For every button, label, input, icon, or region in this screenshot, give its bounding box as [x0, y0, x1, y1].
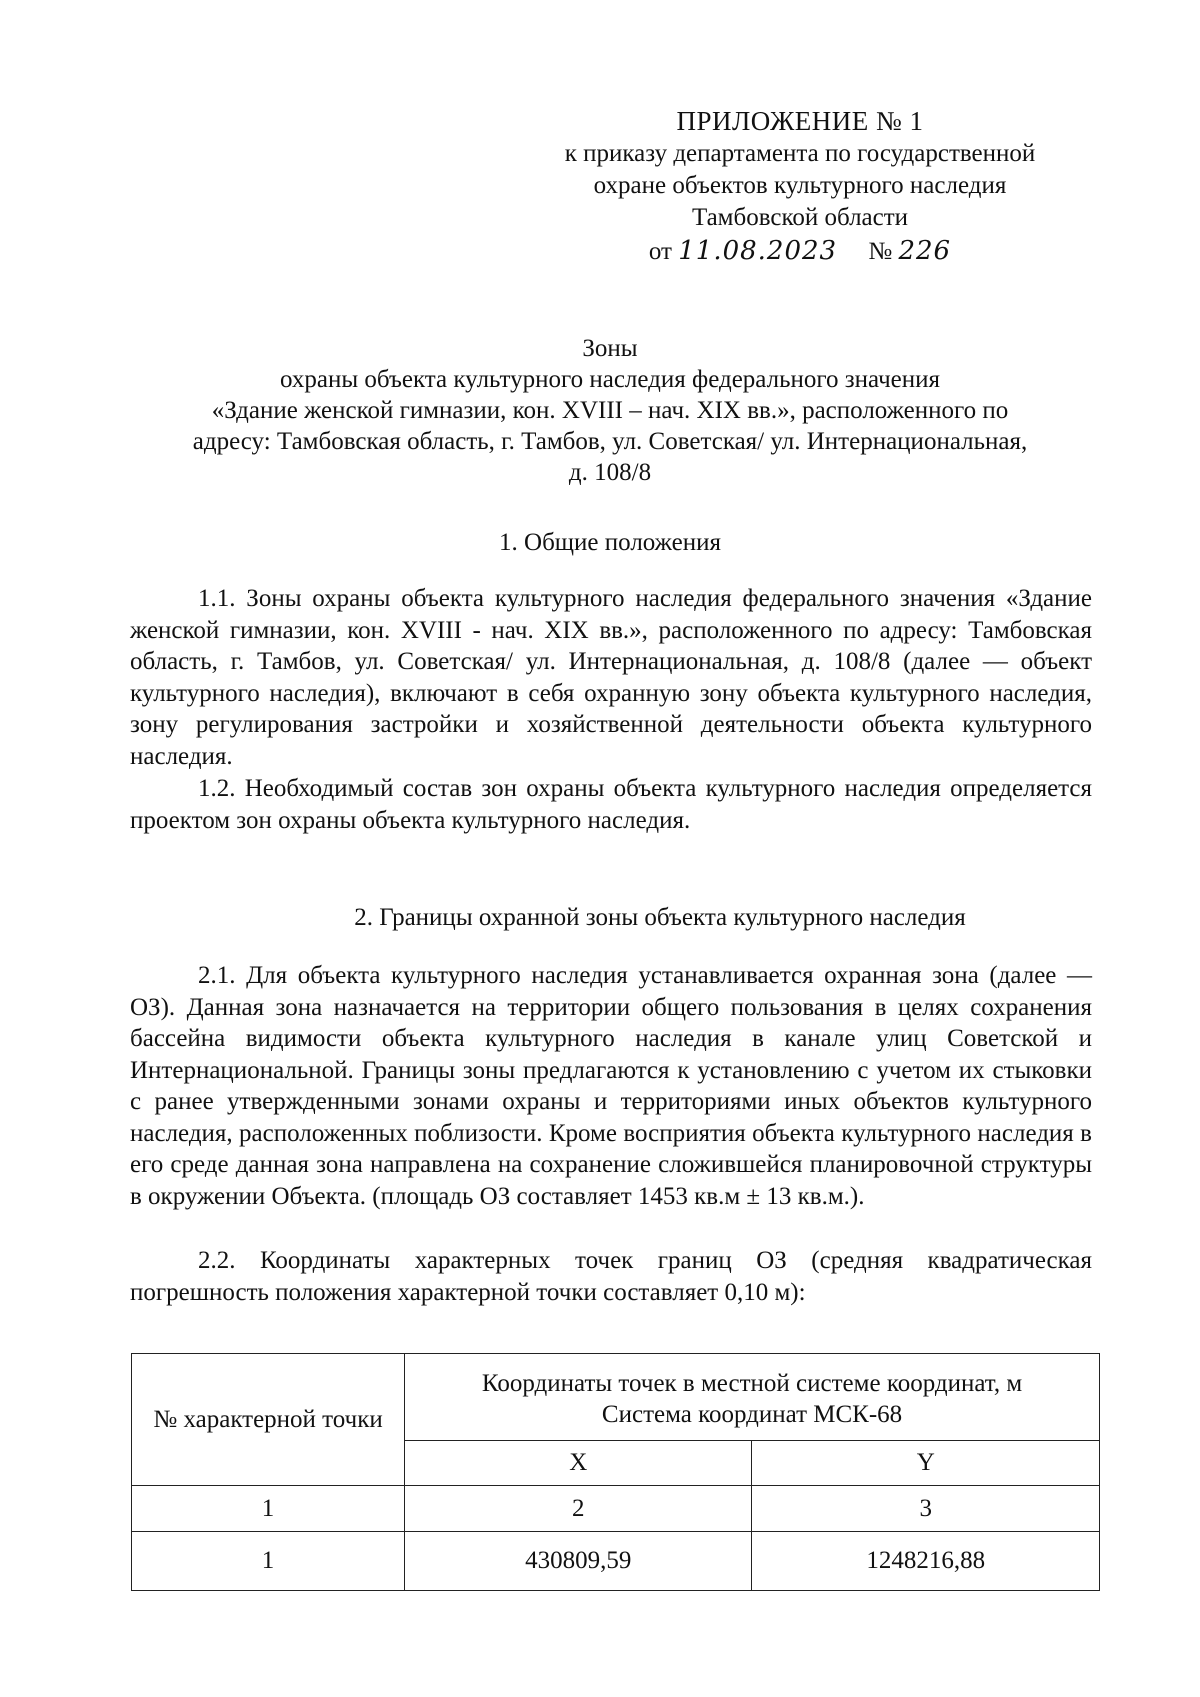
paragraph-2-2-text: 2.2. Координаты характерных точек границ ОЗ (средняя квадратическая погрешность положения характерной точки составляет 0,10 м): [130, 1247, 1092, 1306]
y-coordinate-cell: 1248216,88 [752, 1532, 1100, 1591]
table-index-row [132, 1486, 1100, 1532]
appendix-line-1: к приказу департамента по государственной [564, 140, 1036, 167]
heading-line-2: охраны объекта культурного наследия федерального значения [279, 366, 941, 393]
header-coordinates-line-2: Система координат МСК-68 [601, 1401, 903, 1428]
section-2-title: 2. Границы охранной зоны объекта культурного наследия [354, 904, 966, 931]
paragraph-1-1-text: 1.1. Зоны охраны объекта культурного наследия федерального значения «Здание женской гимназии, кон. XVIII - нач. XIX вв.», расположенного по адресу: Тамбовская область, г. Тамбов, ул. Советская/ ул. Интернациональная, д. 108/8 (далее — объект культурного наследия), включают в себя охранную зону объекта культурного наследия, зону регулирования застройки и хозяйственной деятельности объекта культурного наследия. [130, 585, 1092, 770]
appendix-line-2: охране объектов культурного наследия [593, 172, 1007, 199]
number-prefix: № [868, 238, 893, 265]
header-coordinates-line-1: Координаты точек в местной системе координат, м [481, 1370, 1023, 1397]
table-row [132, 1532, 1100, 1591]
heading-line-4: адресу: Тамбовская область, г. Тамбов, ул. Советская/ ул. Интернациональная, [192, 428, 1028, 455]
header-y: Y [752, 1441, 1100, 1486]
paragraph-2-2 [130, 1245, 1092, 1308]
document-heading [130, 333, 1090, 488]
paragraph-1-2 [130, 773, 1092, 836]
handwritten-date: 11.08.2023 [678, 236, 838, 266]
paragraph-2-1-text: 2.1. Для объекта культурного наследия устанавливается охранная зона (далее — ОЗ). Данная зона назначается на территории общего пользования в целях сохранения бассейна видимости объекта культурного наследия в канале улиц Советской и Интернациональной. Границы зоны предлагаются к установлению с учетом их стыковки с ранее утвержденными зонами охраны и территориями иных объектов культурного наследия, расположенных поблизости. Кроме восприятия объекта культурного наследия в его среде данная зона направлена на сохранение сложившейся планировочной структуры в окружении Объекта. (площадь ОЗ составляет 1453 кв.м ± 13 кв.м.). [130, 962, 1092, 1210]
paragraph-2-1 [130, 960, 1092, 1212]
heading-line-3: «Здание женской гимназии, кон. XVIII – нач. XIX вв.», расположенного по [211, 397, 1009, 424]
date-prefix: от [648, 238, 672, 265]
header-point-number: № характерной точки [132, 1354, 405, 1486]
heading-line-5: д. 108/8 [568, 459, 652, 486]
x-coordinate-cell: 430809,59 [405, 1532, 752, 1591]
table-header-row [132, 1354, 1100, 1441]
heading-line-1: Зоны [582, 335, 638, 362]
appendix-block [520, 104, 1080, 269]
index-cell: 2 [405, 1486, 752, 1532]
paragraph-1-2-text: 1.2. Необходимый состав зон охраны объекта культурного наследия определяется проектом зон охраны объекта культурного наследия. [130, 775, 1092, 834]
point-number-cell: 1 [132, 1532, 405, 1591]
paragraph-1-1 [130, 583, 1092, 772]
header-x: X [405, 1441, 752, 1486]
index-cell: 3 [752, 1486, 1100, 1532]
appendix-line-3: Тамбовской области [691, 204, 909, 231]
appendix-title: ПРИЛОЖЕНИЕ № 1 [676, 106, 924, 136]
index-cell: 1 [132, 1486, 405, 1532]
coordinates-table [131, 1353, 1100, 1591]
header-coordinates [405, 1354, 1100, 1441]
handwritten-number: 226 [898, 236, 952, 266]
section-1-title: 1. Общие положения [499, 529, 721, 556]
appendix-date-line [520, 234, 1080, 269]
